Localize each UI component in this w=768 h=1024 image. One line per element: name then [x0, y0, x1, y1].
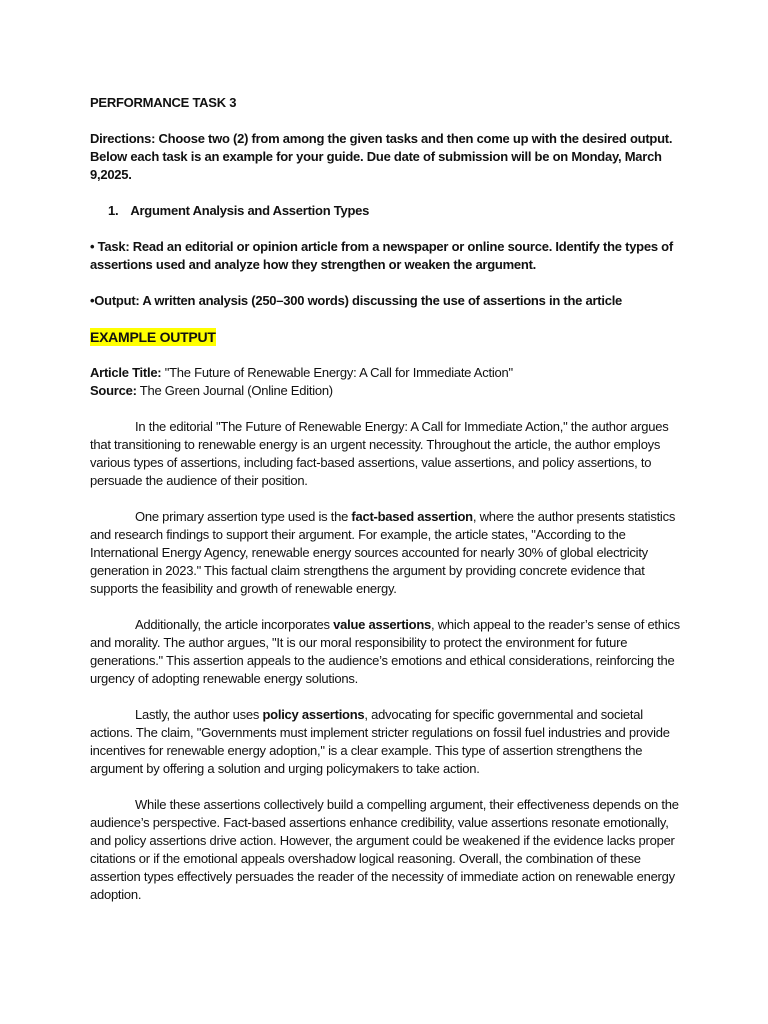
paragraph-intro: In the editorial "The Future of Renewable Energy: A Call for Immediate Action," the author argues that transitioning to renewable energy is an urgent necessity. Throughout the article, the author employs various types of assertions, including fact-based assertions, value assertions, and policy assertions, to persuade the audience of their position. [90, 419, 669, 488]
directions-text: Directions: Choose two (2) from among the given tasks and then come up with the desired output. Below each task is an example for your guide. Due date of submission will be on Monday, March 9,2025. [90, 131, 673, 182]
task-list-item [90, 202, 680, 220]
paragraph-text: Lastly, the author uses [135, 707, 263, 722]
paragraph-value [90, 616, 680, 688]
page-title: PERFORMANCE TASK 3 [90, 95, 237, 110]
bold-term: value assertions [333, 617, 432, 632]
article-title-label: Article Title: [90, 365, 162, 380]
article-meta [90, 364, 680, 400]
source-label: Source: [90, 383, 137, 398]
article-title-value: "The Future of Renewable Energy: A Call for Immediate Action" [161, 365, 513, 380]
paragraph-text: , which appeal to the reader’s sense of ethics and morality. The author argues, "It is our moral responsibility to protect the environment for future generations." This assertion appeals to the audience’s emotions and ethical considerations, reinforcing the urgency of adopting renewable energy solutions. [90, 617, 680, 686]
bold-term: policy assertions [262, 707, 365, 722]
paragraph-policy [90, 706, 680, 778]
task-name: Argument Analysis and Assertion Types [130, 203, 370, 218]
paragraph-text: , where the author presents statistics and research findings to support their argument. For example, the article states, "According to the International Energy Agency, renewable energy sources accounted for nearly 30% of global electricity generation in 2023." This factual claim strengthens the argument by providing concrete evidence that supports the feasibility and growth of renewable energy. [90, 509, 676, 596]
paragraph-fact-based [90, 508, 680, 598]
document-page [90, 94, 680, 922]
article-title-line [90, 364, 680, 382]
source-value: The Green Journal (Online Edition) [136, 383, 333, 398]
example-output-heading: EXAMPLE OUTPUT [90, 329, 216, 345]
source-line [90, 382, 680, 400]
paragraph-text: One primary assertion type used is the [135, 509, 352, 524]
paragraph-text: Additionally, the article incorporates [135, 617, 334, 632]
paragraph-conclusion: While these assertions collectively build a compelling argument, their effectiveness depends on the audience’s perspective. Fact-based assertions enhance credibility, value assertions resonate emotionally, and policy assertions drive action. However, the argument could be weakened if the evidence lacks proper citations or if the emotional appeals overshadow logical reasoning. Overall, the combination of these assertion types effectively persuades the reader of the necessity of immediate action on renewable energy adoption. [90, 797, 679, 902]
paragraph-text: , advocating for specific governmental and societal actions. The claim, "Governments must implement stricter regulations on fossil fuel industries and provide incentives for renewable energy adoption," is a clear example. This type of assertion strengthens the argument by offering a solution and urging policymakers to take action. [90, 707, 670, 776]
output-description: •Output: A written analysis (250–300 words) discussing the use of assertions in the article [90, 293, 623, 308]
task-description: • Task: Read an editorial or opinion article from a newspaper or online source. Identify the types of assertions used and analyze how they strengthen or weaken the argument. [90, 239, 673, 272]
bold-term: fact-based assertion [351, 509, 473, 524]
task-number: 1. [108, 203, 119, 218]
